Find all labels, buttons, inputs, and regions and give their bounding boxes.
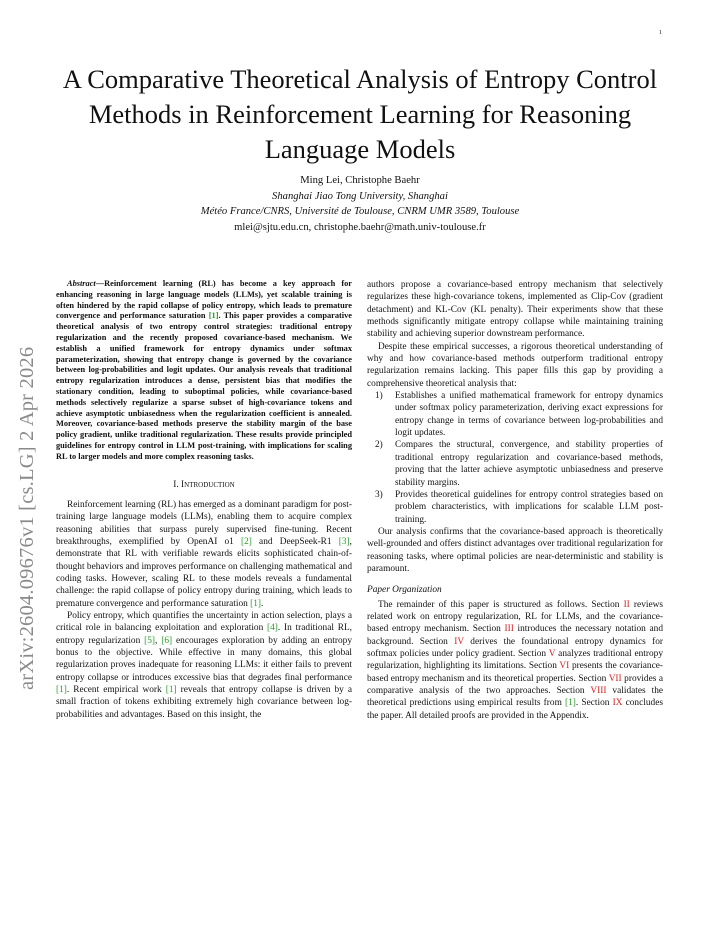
text-span: The remainder of this paper is structured as follows. Section [378,599,624,610]
citation-link[interactable]: [5] [144,635,156,646]
citation-link[interactable]: [2] [240,536,252,547]
citation-link[interactable]: [6] [161,635,173,646]
list-number: 1) [375,391,383,402]
section-link[interactable]: V [548,648,556,659]
list-number: 3) [375,489,383,500]
right-column [367,279,663,722]
list-item [367,439,663,488]
subsection-heading-paper-organization: Paper Organization [367,585,442,596]
list-text: Compares the structural, convergence, and stability properties of traditional entropy regularization and covariance-based methods, proving that the latter achieve asymptotic unbiasedness and preserve stability margins. [395,440,663,488]
abstract-label: Abstract [67,279,96,288]
abstract-dash: — [95,279,105,288]
text-span: . In traditional RL, entropy regularization [56,623,352,646]
text-span: encourages exploration by adding an entropy bonus to the objective. While effective in many domains, this global regularization proves inadequate for reasoning LLMs: it either fails to prevent entropy collapse or introduces excessive bias that degrades final performance [56,635,352,683]
citation-link[interactable]: [1] [165,685,177,696]
text-span: concludes the paper. All detailed proofs are provided in the Appendix. [367,698,663,721]
paper-organization-paragraph [367,599,663,722]
text-span: introduces the necessary notation and background. Section [367,624,663,647]
text-span: . Section [575,698,613,709]
author-names: Ming Lei, Christophe Baehr [300,175,420,186]
arxiv-sidebar [16,270,56,690]
citation-link[interactable]: [3] [338,536,350,547]
right-paragraph-2: Despite these empirical successes, a rigorous theoretical understanding of why and how covariance-based methods outperform traditional entropy regularization remains lacking. This paper fills this gap by providing a comprehensive theoretical analysis that: [367,341,663,389]
text-span: . [261,598,264,609]
text-span: validates the theoretical predictions using empirical results from [367,686,664,709]
citation-link[interactable]: [1] [250,598,262,609]
text-span: reveals that entropy collapse is driven by a small fraction of tokens exhibiting extremely high covariance between log-probabilities and advantages. Based on this insight, the [56,685,353,720]
right-paragraph-3: Our analysis confirms that the covariance-based approach is theoretically well-grounded and offers distinct advantages over traditional regularization for reasoning tasks, where optimal policies are near-deterministic and stability is paramount. [367,526,663,574]
text-span: and DeepSeek-R1 [251,536,339,547]
arxiv-stamp: arXiv:2604.09676v1 [cs.LG] 2 Apr 2026 [16,346,38,690]
text-span: . Recent empirical work [66,685,166,696]
text-span: Policy entropy, which quantifies the uncertainty in action selection, plays a critical role in balancing exploitation and exploration [56,610,352,634]
page-number: 1 [659,30,662,36]
text-span: Reinforcement learning (RL) has emerged as a dominant paradigm for post-training large language models (LLMs), enabling them to acquire complex reasoning abilities that surpass purely supervised fine-tuning. Recent breakthroughs, exemplified by OpenAI o1 [56,499,352,547]
affiliation-2: Météo France/CNRS, Université de Toulouse, CNRM UMR 3589, Toulouse [200,206,520,217]
text-span: , demonstrate that RL with verifiable rewards elicits sophisticated chain-of-thought behaviors and improves performance on challenging mathematical and coding tasks. However, scaling RL to these models reveals a fundamental challenge: the rapid collapse of policy entropy during training, which leads to premature convergence and performance saturation [56,536,352,609]
text-span: presents the covariance-based entropy mechanism and its theoretical properties. Section [367,661,663,684]
section-link[interactable]: III [504,624,514,635]
abstract-text-1: Reinforcement learning (RL) has become a key approach for enhancing reasoning in large language models (LLMs), yet scalable training is often hindered by the rapid collapse of policy entropy, which leads to premature convergence and performance saturation [56,279,352,321]
right-paragraph-1: authors propose a covariance-based entropy mechanism that selectively regularizes these high-covariance tokens, implemented as Clip-Cov (gradient detachment) and KL-Cov (KL penalty). Their experiments show that these methods significantly mitigate entropy collapse while maintaining training stability and achieving superior downstream performance. [367,280,663,340]
section-link[interactable]: II [623,599,630,610]
intro-paragraph-2 [56,610,352,721]
section-link[interactable]: VI [559,661,570,672]
author-emails: mlei@sjtu.edu.cn, christophe.baehr@math.univ-toulouse.fr [234,221,486,233]
citation-link[interactable]: [1] [565,698,576,709]
text-span: , [155,635,162,646]
citation-link[interactable]: [1] [208,311,219,321]
author-block [60,173,660,235]
list-text: Provides theoretical guidelines for entropy control strategies based on problem characteristics, with implications for scalable LLM post-training. [395,489,663,525]
affiliation-1: Shanghai Jiao Tong University, Shanghai [272,190,448,202]
text-span: analyzes traditional entropy regularization, highlighting its limitations. Section [367,648,663,672]
citation-link[interactable]: [1] [56,685,67,696]
section-link[interactable]: VII [608,673,622,684]
list-text: Establishes a unified mathematical framework for entropy dynamics under softmax policy parameterization, deriving exact expressions for entropy change in terms of covariance between log-probabilities and logit updates. [395,391,663,439]
section-link[interactable]: VIII [590,686,607,696]
section-heading-introduction: I. Introduction [173,479,235,490]
list-number: 2) [375,440,383,451]
citation-link[interactable]: [4] [267,623,278,634]
contribution-list [367,390,663,526]
intro-paragraph-1 [56,499,352,610]
section-link[interactable]: IX [612,698,623,709]
left-column [56,279,352,721]
text-span: derives the foundational entropy dynamics for softmax policies under policy gradient. Section [367,636,663,659]
list-item [367,489,663,526]
abstract [56,279,352,463]
text-span: reviews related work on entropy regularization, RL for LLMs, and the covariance-based entropy mechanism. Section [367,599,663,635]
section-link[interactable]: IV [454,636,464,647]
abstract-text-2: . This paper provides a comparative theoretical analysis of two entropy control strategies: traditional entropy regularization and the recently proposed covariance-based mechanism. We establish a unified framework for entropy dynamics under softmax parameterization, showing that entropy change is governed by the covariance between log-probabilities and logit updates. Our analysis reveals that traditional entropy regularization introduces a dense, persistent bias that modifies the stationary condition, leading to suboptimal policies, while covariance-based methods selectively regularize a sparse subset of high-covariance tokens and achieve asymptotic unbiasedness when the regularization coefficient is annealed. Moreover, covariance-based methods preserve the stability margin of the base policy gradient, unlike traditional regularization. These results provide principled guidelines for entropy control in LLM post-training, with implications for scaling RL to larger models and more complex reasoning tasks. [56,311,352,461]
paper-title: A Comparative Theoretical Analysis of Entropy Control Methods in Reinforcement Learning for Reasoning Language Models [62,64,658,164]
text-span: provides a comparative analysis of the two approaches. Section [367,673,663,696]
list-item [367,390,663,439]
